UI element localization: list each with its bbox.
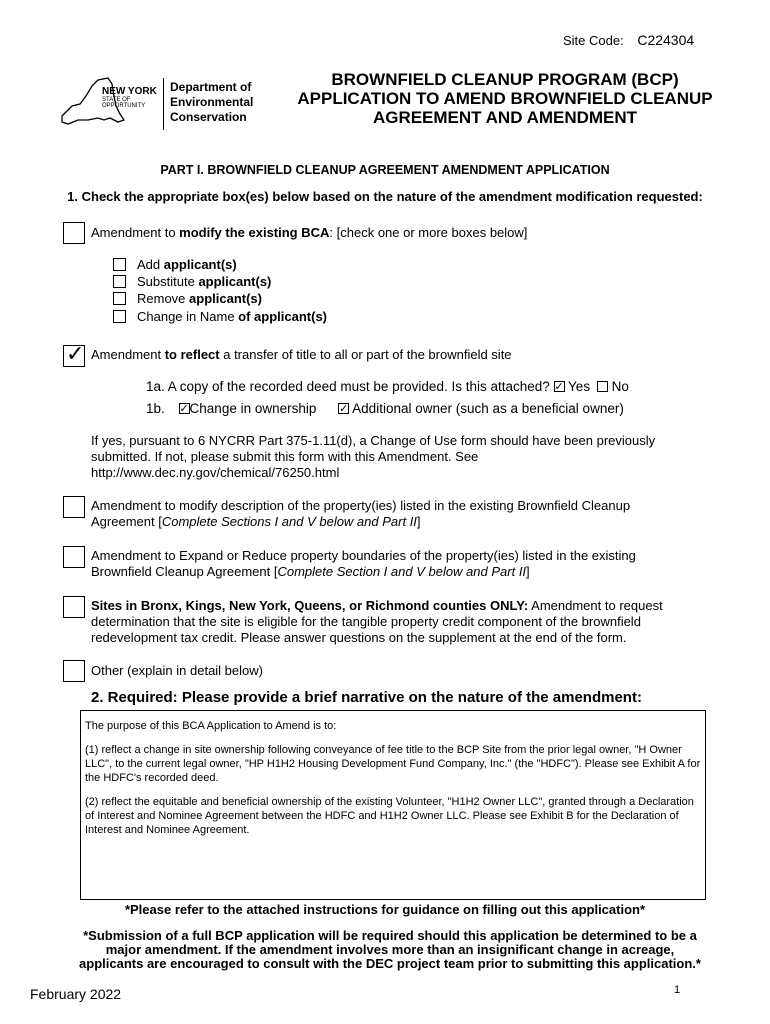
change-ownership-checkbox[interactable] — [179, 403, 190, 414]
line-1b-prefix: 1b. — [146, 401, 165, 416]
deed-attached-yes-checkbox[interactable] — [554, 381, 565, 392]
narrative-textarea[interactable] — [80, 710, 706, 900]
full-application-note-line3: applicants are encouraged to consult with the DEC project team prior to submitting this application.* — [79, 956, 701, 971]
line-1a-text: 1a. A copy of the recorded deed must be provided. Is this attached? — [146, 379, 550, 394]
site-code — [563, 32, 694, 49]
instructions-note: *Please refer to the attached instructions for guidance on filling out this application* — [124, 902, 646, 917]
modify-description-label — [91, 498, 630, 530]
change-name-applicant-label — [137, 309, 327, 325]
narrative-p2: (1) reflect a change in site ownership following conveyance of fee title to the BCP Site from the prior legal owner, "H Owner LLC", to the current legal owner, "HP H1H2 Housing Development Fund Company, Inc." (the "HDFC"). Please see Exhibit A for the HDFC's recorded deed. — [85, 744, 701, 784]
nyc-sites-line2: determination that the site is eligible for the tangible property credit component of the brownfield — [91, 614, 641, 629]
remove-applicant-bold: applicant(s) — [189, 291, 262, 306]
part1-heading: PART I. BROWNFIELD CLEANUP AGREEMENT AMENDMENT APPLICATION — [160, 163, 610, 177]
expand-reduce-line2-post: ] — [526, 564, 530, 579]
transfer-title-pre: Amendment — [91, 347, 165, 362]
modify-description-line2-post: ] — [416, 514, 421, 529]
line-1b — [146, 401, 624, 417]
change-of-use-line1: If yes, pursuant to 6 NYCRR Part 375-1.11(d), a Change of Use form should have been previously — [91, 433, 656, 448]
form-title-line3: AGREEMENT AND AMENDMENT — [372, 108, 638, 127]
add-applicant-checkbox[interactable] — [113, 258, 126, 271]
modify-description-line1: Amendment to modify description of the property(ies) listed in the existing Brownfield Cleanup — [91, 498, 631, 513]
question-1: 1. Check the appropriate box(es) below based on the nature of the amendment modification requested: — [67, 189, 703, 204]
line-1a — [146, 379, 629, 395]
change-of-use-link[interactable]: http://www.dec.ny.gov/chemical/76250.html — [91, 465, 340, 480]
narrative-p1: The purpose of this BCA Application to Amend is to: — [85, 720, 337, 732]
nyc-sites-line3: redevelopment tax credit. Please answer questions on the supplement at the end of the form. — [91, 630, 627, 645]
checkmark-icon: ✓ — [66, 342, 85, 367]
page-number: 1 — [674, 984, 681, 996]
change-of-use-note — [91, 433, 655, 481]
transfer-title-checkbox[interactable] — [63, 342, 85, 367]
substitute-applicant-checkbox[interactable] — [113, 275, 126, 288]
substitute-applicant-pre: Substitute — [137, 274, 199, 289]
logo-dept-line3: Conservation — [170, 110, 247, 124]
deed-attached-no-label: No — [611, 379, 629, 394]
logo-ny-line1: NEW YORK — [102, 86, 157, 97]
deed-attached-yes-label: Yes — [568, 379, 591, 394]
footer-date: February 2022 — [30, 986, 122, 1002]
change-of-use-line2: submitted. If not, please submit this form with this Amendment. See — [91, 449, 479, 464]
site-code-value: C224304 — [637, 32, 695, 48]
other-label: Other (explain in detail below) — [91, 663, 263, 678]
logo-ny-line2: STATE OF — [102, 97, 131, 103]
additional-owner-label: Additional owner (such as a beneficial owner) — [352, 401, 624, 416]
modify-bca-bold: modify the existing BCA — [179, 225, 330, 240]
remove-applicant-checkbox[interactable] — [113, 292, 126, 305]
ny-wordmark — [102, 86, 157, 109]
narrative-p3: (2) reflect the equitable and beneficial ownership of the existing Volunteer, "H1H2 Owner LLC", granted through a Declaration of Interest and Nominee Agreement between the HDFC and H1H2 Owner LLC. Please see Exhibit B for the Declaration of Interest and Nominee Agreement. — [85, 796, 694, 836]
form-title-line2: APPLICATION TO AMEND BROWNFIELD CLEANUP — [297, 89, 713, 108]
substitute-applicant-label — [137, 274, 271, 290]
question-2: 2. Required: Please provide a brief narrative on the nature of the amendment: — [91, 689, 642, 706]
transfer-title-label — [91, 347, 512, 363]
logo-ny-line3: OPPORTUNITY — [102, 103, 146, 109]
other-checkbox[interactable] — [63, 660, 85, 682]
modify-bca-post: : [check one or more boxes below] — [329, 225, 528, 240]
add-applicant-bold: applicant(s) — [163, 257, 237, 272]
nyc-sites-bold: Sites in Bronx, Kings, New York, Queens, or Richmond counties ONLY: — [91, 598, 529, 613]
full-application-note — [0, 929, 770, 971]
nyc-sites-checkbox[interactable] — [63, 596, 85, 618]
change-name-applicant-pre: Change in Name — [137, 309, 239, 324]
nys-dec-logo — [58, 76, 268, 132]
modify-description-checkbox[interactable] — [63, 496, 85, 518]
modify-bca-label — [91, 225, 527, 241]
dec-wordmark — [170, 80, 253, 125]
remove-applicant-label — [137, 291, 262, 307]
change-name-applicant-checkbox[interactable] — [113, 310, 126, 323]
change-ownership-label: Change in ownership — [189, 401, 317, 416]
modify-description-line2-pre: Agreement [ — [91, 514, 162, 529]
logo-dept-line2: Environmental — [170, 95, 254, 109]
deed-attached-no-checkbox[interactable] — [597, 381, 608, 392]
site-code-label: Site Code: — [563, 33, 624, 48]
transfer-title-bold: to reflect — [164, 347, 220, 362]
full-application-note-line2: major amendment. If the amendment involves more than an insignificant change in acreage, — [105, 942, 675, 957]
expand-reduce-label — [91, 548, 636, 580]
remove-applicant-pre: Remove — [137, 291, 190, 306]
expand-reduce-line1: Amendment to Expand or Reduce property boundaries of the property(ies) listed in the existing — [91, 548, 636, 563]
nyc-sites-label — [91, 598, 663, 646]
modify-bca-checkbox[interactable] — [63, 222, 85, 244]
form-title — [270, 70, 740, 127]
expand-reduce-checkbox[interactable] — [63, 546, 85, 568]
modify-bca-pre: Amendment to — [91, 225, 180, 240]
expand-reduce-line2-italic: Complete Section I and V below and Part II — [277, 564, 527, 579]
modify-description-line2-italic: Complete Sections I and V below and Part II — [161, 514, 417, 529]
additional-owner-checkbox[interactable] — [338, 403, 349, 414]
change-name-applicant-bold: of applicant(s) — [238, 309, 328, 324]
add-applicant-pre: Add — [137, 257, 164, 272]
form-title-line1: BROWNFIELD CLEANUP PROGRAM (BCP) — [331, 70, 679, 89]
logo-dept-line1: Department of — [170, 80, 252, 94]
add-applicant-label — [137, 257, 237, 273]
logo-divider — [163, 78, 164, 130]
substitute-applicant-bold: applicant(s) — [198, 274, 272, 289]
full-application-note-line1: *Submission of a full BCP application will be required should this application be determined to be a — [83, 928, 697, 943]
expand-reduce-line2-pre: Brownfield Cleanup Agreement [ — [91, 564, 278, 579]
nyc-sites-line1-post: Amendment to request — [528, 598, 663, 613]
transfer-title-post: a transfer of title to all or part of the brownfield site — [219, 347, 512, 362]
